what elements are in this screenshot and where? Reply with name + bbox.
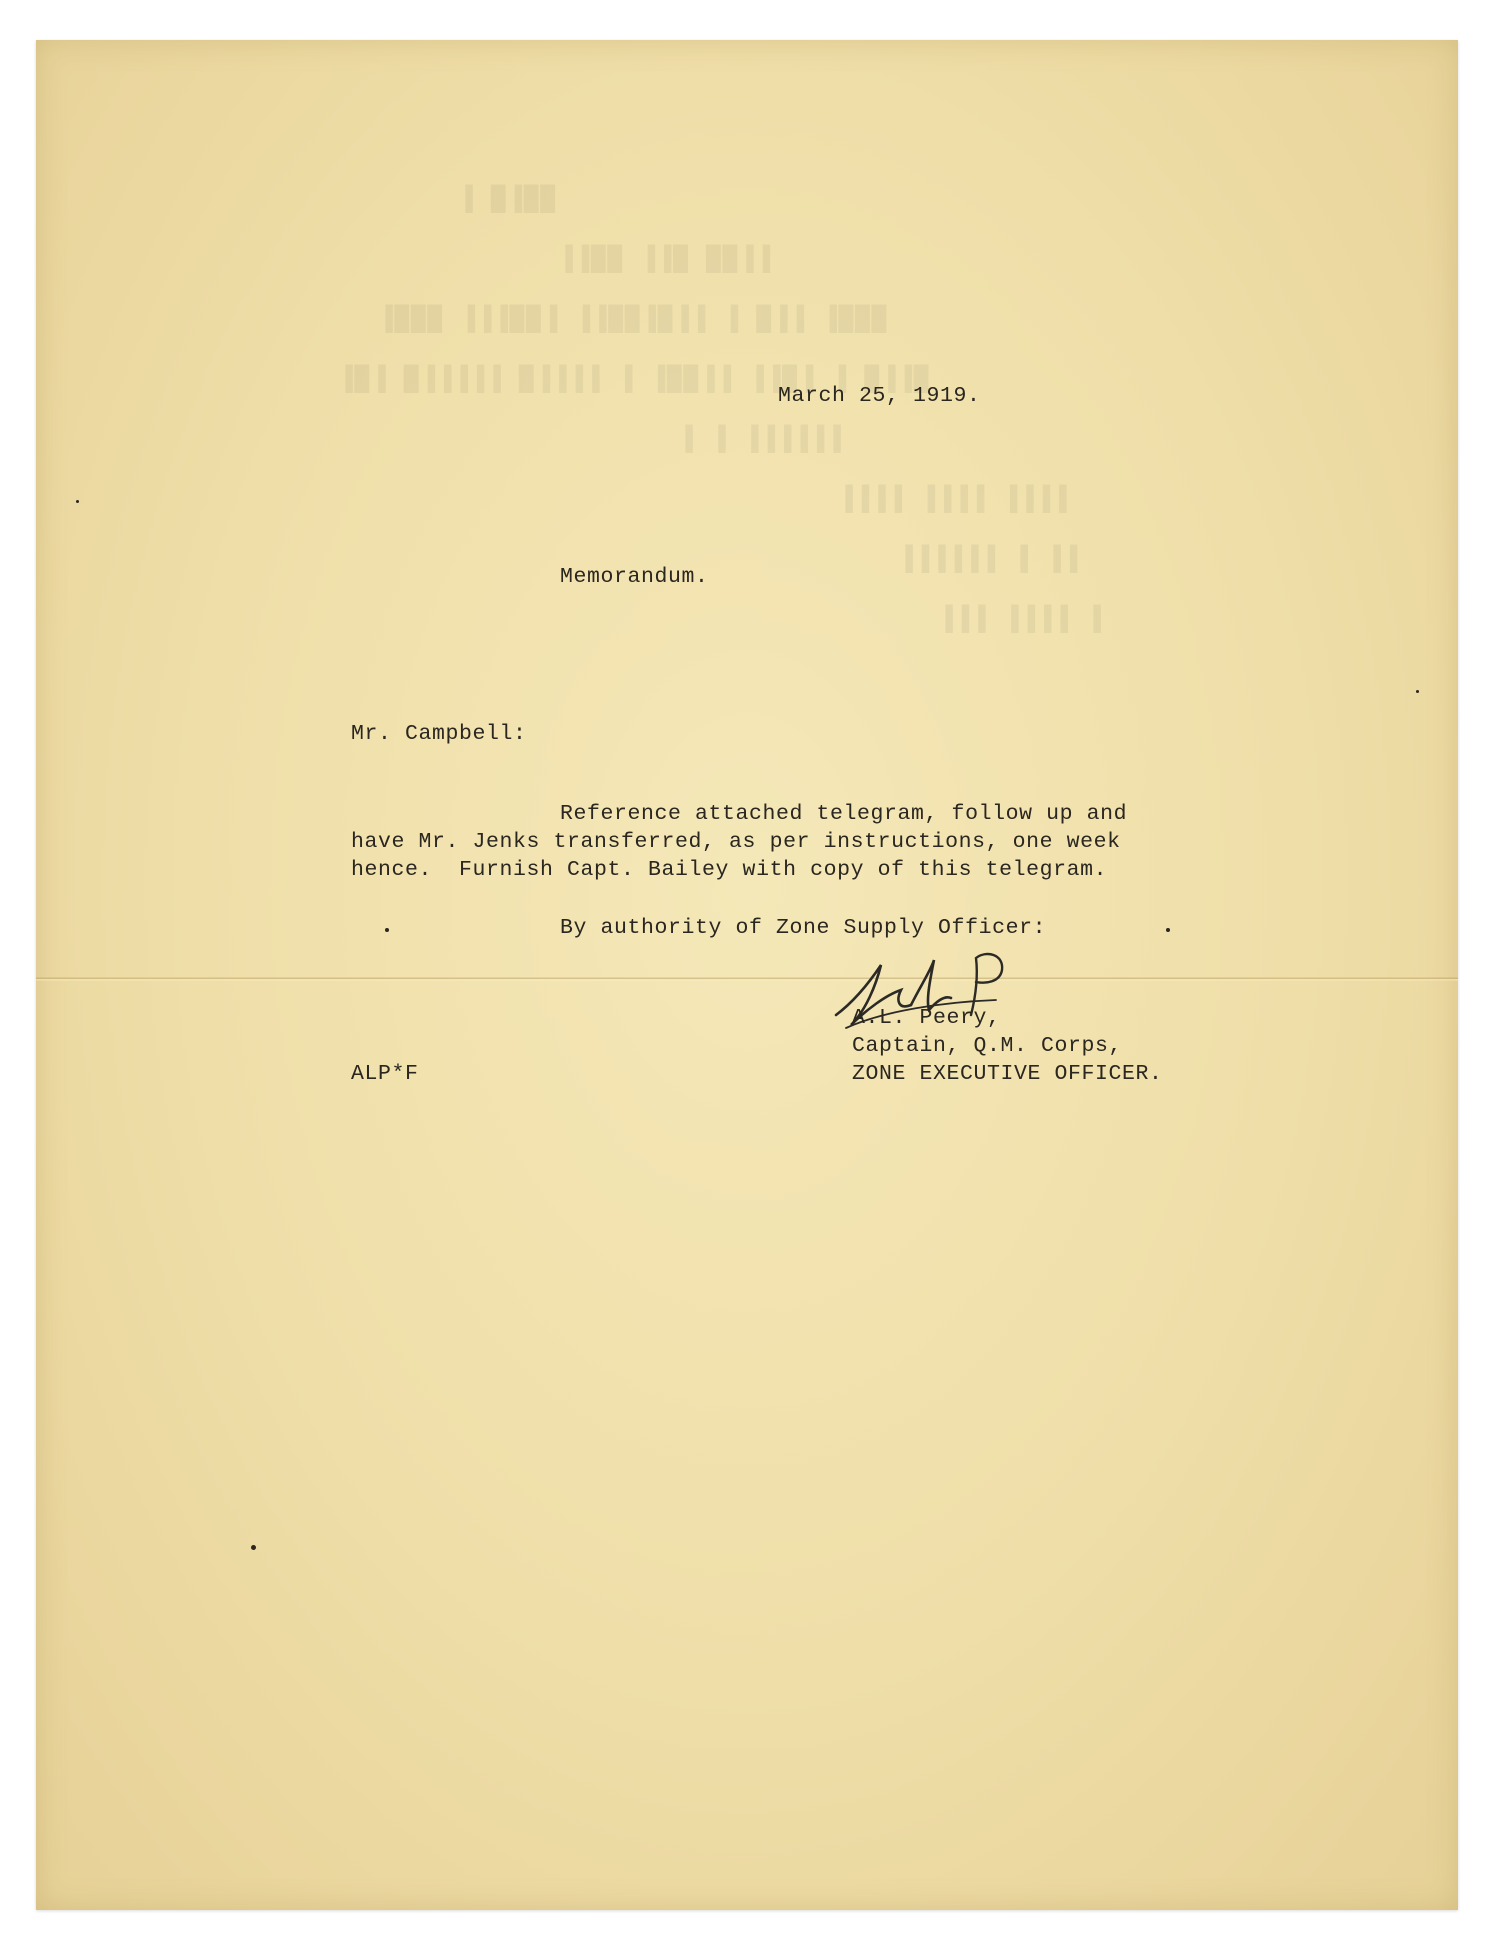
bleed-through-mark: ▌▌██ █▌▌ ██▌▌: [556, 245, 770, 273]
fold-crease: [36, 977, 1458, 981]
bleed-through-mark: ▌▌▌▌ ▌▌▌▌ ▌▌▌▌: [836, 485, 1067, 513]
memo-salutation: Mr. Campbell:: [351, 722, 527, 746]
authority-line: By authority of Zone Supply Officer:: [560, 916, 1047, 940]
memo-body-line: have Mr. Jenks transferred, as per instructions, one week: [351, 830, 1121, 854]
bleed-through-mark: ██▌█ ▌: [456, 185, 555, 213]
bleed-through-mark: ▌▌ ▌ ▌▌▌▌▌▌: [896, 545, 1077, 573]
bleed-through-mark: █▌▌█ ▌ ▌█▌▌ ▌▌██▌ ▌ ▌▌▌▌█ ▌▌▌▌▌█ ▌█▌: [336, 365, 929, 393]
bleed-through-mark: ▌ ▌▌▌▌ ▌▌▌: [936, 605, 1101, 633]
memo-body-line: Reference attached telegram, follow up and: [560, 802, 1128, 826]
memo-body-line: hence. Furnish Capt. Bailey with copy of this telegram.: [351, 858, 1108, 882]
memo-date: March 25, 1919.: [778, 384, 981, 408]
signer-rank: Captain, Q.M. Corps,: [852, 1034, 1123, 1058]
ink-speck: [1416, 690, 1419, 693]
ink-speck: [1166, 928, 1170, 932]
ink-speck: [251, 1545, 256, 1550]
ink-speck: [76, 500, 79, 503]
reference-initials: ALP*F: [351, 1062, 419, 1086]
signer-title: ZONE EXECUTIVE OFFICER.: [852, 1062, 1163, 1086]
bleed-through-mark: ▌▌▌▌▌▌ ▌ ▌: [676, 425, 841, 453]
memo-heading: Memorandum.: [560, 565, 709, 589]
bleed-through-mark: ███▌ ▌▌█ ▌ ▌▌█▌██▌▌ ▌██▌▌▌ ███▌: [376, 305, 886, 333]
ink-speck: [385, 928, 389, 932]
document-page: [36, 40, 1458, 1910]
signer-name: A.L. Peery,: [852, 1006, 1001, 1030]
